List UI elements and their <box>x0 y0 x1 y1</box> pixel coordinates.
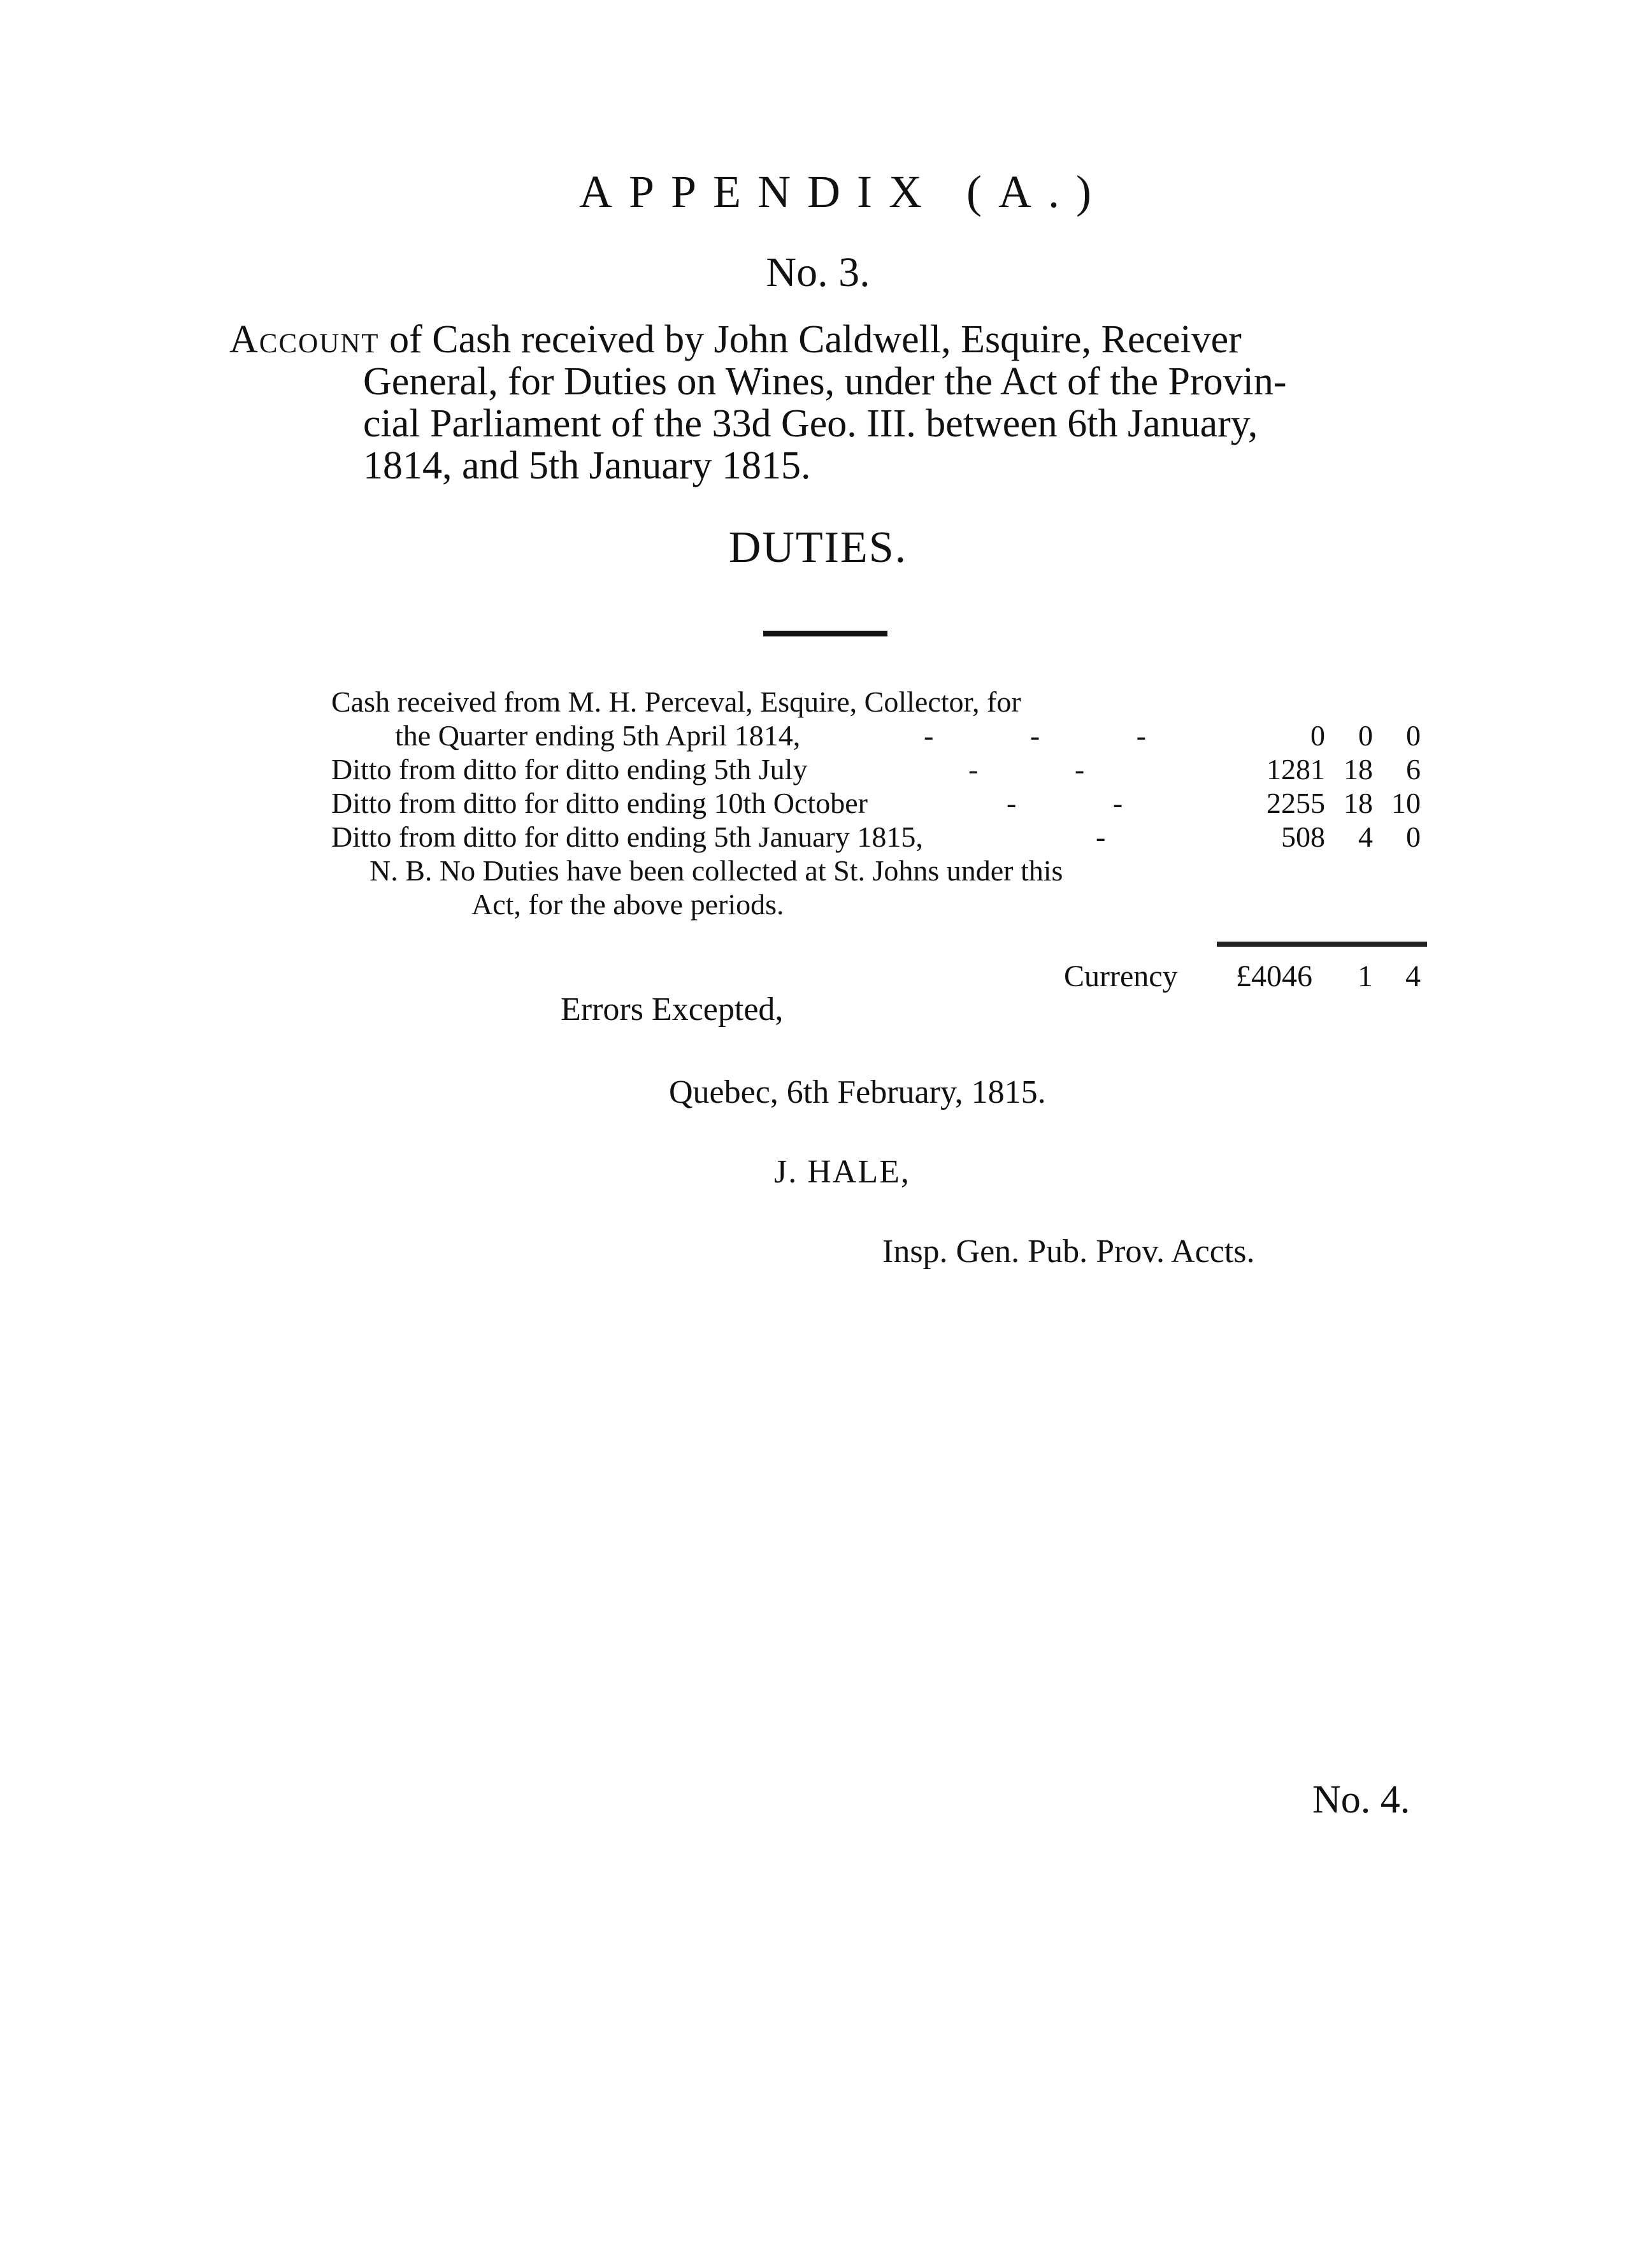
ledger-pence: 0 <box>1406 719 1421 752</box>
account-line-3: cial Parliament of the 33d Geo. III. between 6th January, <box>363 402 1258 445</box>
ledger-pence: 10 <box>1391 787 1421 819</box>
account-line-1-text: of Cash received by John Caldwell, Esquire, Receiver <box>389 318 1242 361</box>
ledger-description: the Quarter ending 5th April 1814, <box>395 719 801 752</box>
ledger-row <box>331 786 1427 820</box>
account-line-4: 1814, and 5th January 1815. <box>363 444 811 487</box>
ledger-leader-dashes: - - <box>968 753 1130 786</box>
appendix-title: APPENDIX (A.) <box>579 166 1108 217</box>
ledger-shillings: 4 <box>1358 821 1373 853</box>
ledger-description: Ditto from ditto for ditto ending 5th July <box>331 753 808 786</box>
errors-excepted: Errors Excepted, <box>561 991 784 1028</box>
ledger-shillings: 0 <box>1358 719 1373 752</box>
ledger-note-line-2: Act, for the above periods. <box>471 888 784 921</box>
ledger-description: Ditto from ditto for ditto ending 5th January 1815, <box>331 821 923 853</box>
ledger-note-row <box>331 854 1427 887</box>
ledger-row <box>331 820 1427 854</box>
duties-ledger <box>331 685 1427 921</box>
ledger-row <box>331 752 1427 786</box>
ledger-shillings: 18 <box>1344 787 1373 819</box>
total-pence: 4 <box>1405 959 1421 993</box>
account-paragraph <box>229 319 1427 487</box>
total-shillings: 1 <box>1358 959 1373 993</box>
total-currency-label: Currency <box>1064 959 1178 993</box>
total-rule <box>1217 942 1427 947</box>
ledger-leader-dashes: - - <box>1007 787 1168 819</box>
ledger-shillings: 18 <box>1344 753 1373 786</box>
ledger-pounds: 508 <box>1281 821 1325 853</box>
ledger-pounds: 0 <box>1310 719 1325 752</box>
ledger-row <box>331 719 1427 752</box>
ledger-note-line-1: N. B. No Duties have been collected at St. Johns under this <box>370 854 1063 887</box>
signatory-name: J. HALE, <box>774 1154 910 1190</box>
ledger-pence: 6 <box>1406 753 1421 786</box>
ledger-total <box>0 959 1636 997</box>
account-line-1 <box>229 319 1427 361</box>
catchword: No. 4. <box>1312 1778 1410 1821</box>
ledger-leader-dashes: - - - <box>924 719 1191 752</box>
ledger-description: Ditto from ditto for ditto ending 10th October <box>331 787 868 819</box>
section-divider <box>763 631 887 636</box>
ledger-pounds: 1281 <box>1266 753 1325 786</box>
place-and-date: Quebec, 6th February, 1815. <box>669 1074 1046 1110</box>
duties-heading: DUTIES. <box>728 523 908 572</box>
account-lead-word: Account <box>229 318 380 361</box>
signatory-office: Insp. Gen. Pub. Prov. Accts. <box>882 1233 1255 1270</box>
ledger-note-row <box>331 887 1427 921</box>
ledger-leader-dashes: - <box>1096 821 1151 853</box>
ledger-row <box>331 685 1427 719</box>
ledger-pence: 0 <box>1406 821 1421 853</box>
ledger-pounds: 2255 <box>1266 787 1325 819</box>
ledger-description: Cash received from M. H. Perceval, Esquire, Collector, for <box>331 685 1021 718</box>
document-number: No. 3. <box>766 249 870 296</box>
account-line-2: General, for Duties on Wines, under the Act of the Provin- <box>363 360 1287 403</box>
total-pounds: £4046 <box>1236 959 1312 993</box>
